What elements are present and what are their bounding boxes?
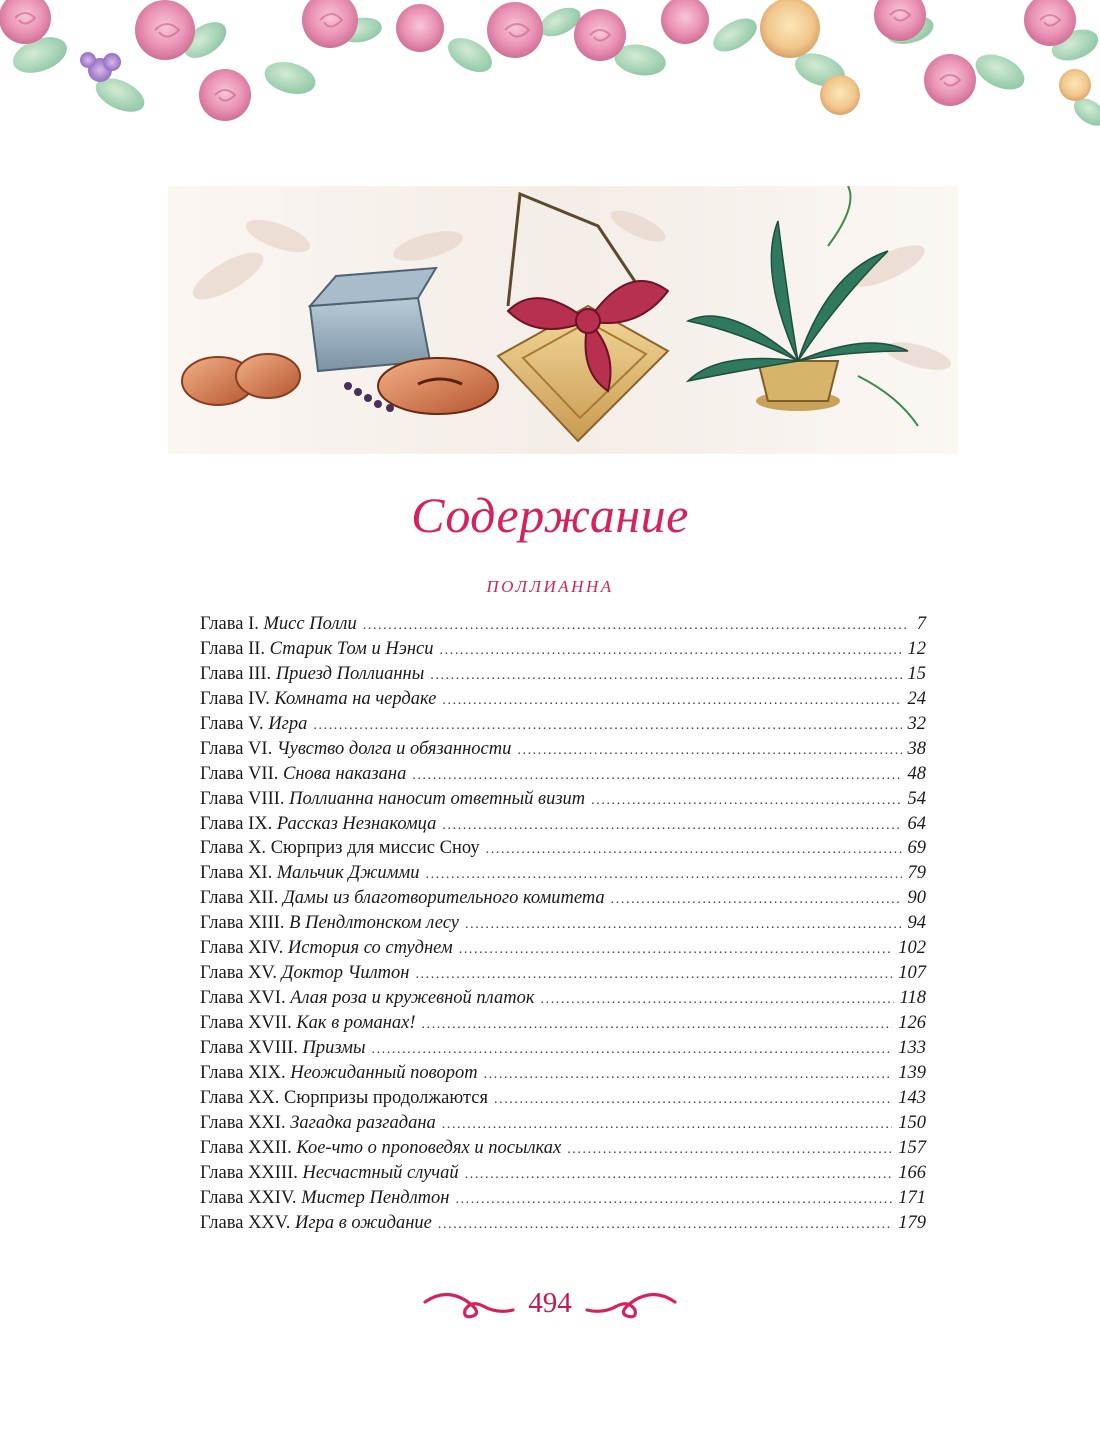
chapter-number: Глава VIII. <box>200 788 285 809</box>
chapter-page-number: 133 <box>898 1037 926 1058</box>
chapter-page-number: 126 <box>898 1013 926 1033</box>
chapter-title: Поллианна наносит ответный визит <box>289 788 586 809</box>
chapter-number: Глава XV. <box>200 963 278 984</box>
chapter-number: Глава IV. <box>200 688 270 709</box>
chapter-page-number: 7 <box>916 614 926 634</box>
chapter-title: Кое-что о проповедях и посылках <box>296 1137 562 1158</box>
toc-entry-label <box>200 1111 436 1136</box>
toc-entry-label <box>200 1211 432 1236</box>
toc-entry <box>200 961 926 986</box>
chapter-page-number: 139 <box>898 1062 926 1083</box>
toc-entry-label <box>200 687 436 712</box>
section-title: ПОЛЛИАННА <box>486 577 614 596</box>
dot-leader <box>486 838 902 863</box>
chapter-title: Несчастный случай <box>302 1162 459 1183</box>
toc-entry <box>200 1161 926 1186</box>
toc-entry <box>200 637 926 662</box>
toc-entry <box>200 762 926 787</box>
dot-leader <box>442 1113 893 1138</box>
chapter-number: Глава XXIV. <box>200 1187 297 1208</box>
dot-leader <box>442 689 901 714</box>
chapter-title: В Пендлтонском лесу <box>289 913 459 934</box>
chapter-title: Игра в ожидание <box>295 1212 432 1233</box>
table-of-contents <box>200 612 926 1235</box>
chapter-number: Глава VI. <box>200 738 273 759</box>
toc-entry <box>200 812 926 837</box>
chapter-number: Глава XXIII. <box>200 1162 298 1183</box>
toc-entry <box>200 662 926 687</box>
toc-entry <box>200 861 926 886</box>
chapter-page-number: 54 <box>907 788 926 809</box>
dot-leader <box>459 938 893 963</box>
dot-leader <box>442 814 901 839</box>
chapter-title: Призмы <box>302 1037 366 1058</box>
dot-leader <box>591 789 901 814</box>
dot-leader <box>494 1088 892 1113</box>
toc-entry-label <box>200 812 436 837</box>
chapter-title: Чувство долга и обязанности <box>276 738 512 759</box>
dot-leader <box>465 913 902 938</box>
dot-leader <box>611 888 902 913</box>
toc-entry <box>200 986 926 1011</box>
toc-entry-label <box>200 737 511 762</box>
toc-entry-label <box>200 712 307 737</box>
chapter-page-number: 79 <box>907 863 926 884</box>
chapter-number: Глава XVII. <box>200 1013 292 1033</box>
toc-entry <box>200 886 926 911</box>
toc-entry <box>200 787 926 812</box>
chapter-number: Глава XIX. <box>200 1062 286 1083</box>
chapter-page-number: 150 <box>898 1112 926 1133</box>
chapter-page-number: 107 <box>898 963 926 984</box>
toc-entry-label <box>200 1061 478 1086</box>
chapter-number: Глава III. <box>200 663 272 684</box>
chapter-title: Доктор Чилтон <box>281 963 410 984</box>
dot-leader <box>415 963 892 988</box>
chapter-number: Глава XVI. <box>200 988 286 1009</box>
toc-entry-label <box>200 1011 416 1036</box>
toc-entry-label <box>200 1036 365 1061</box>
toc-heading: Содержание <box>411 487 689 543</box>
chapter-number: Глава XIII. <box>200 913 285 934</box>
toc-entry-label <box>200 861 420 886</box>
toc-entry <box>200 612 926 637</box>
chapter-title: Рассказ Незнакомца <box>276 813 437 834</box>
chapter-title: Сюрпризы продолжаются <box>284 1087 488 1108</box>
chapter-page-number: 171 <box>898 1187 926 1208</box>
chapter-title: Приезд Поллианны <box>275 663 425 684</box>
chapter-title: Дамы из благотворительного комитета <box>283 888 605 909</box>
toc-entry-label <box>200 662 424 687</box>
dot-leader <box>313 714 901 739</box>
toc-entry <box>200 1111 926 1136</box>
dot-leader <box>465 1163 893 1188</box>
chapter-number: Глава V. <box>200 713 264 734</box>
toc-entry-label <box>200 1186 449 1211</box>
chapter-page-number: 90 <box>907 888 926 909</box>
chapter-page-number: 38 <box>907 738 926 759</box>
dot-leader <box>517 739 901 764</box>
chapter-number: Глава XXV. <box>200 1212 291 1233</box>
toc-entry-label <box>200 787 585 812</box>
toc-entry <box>200 836 926 861</box>
toc-entry-label <box>200 1086 488 1111</box>
toc-entry <box>200 1061 926 1086</box>
chapter-title: Мистер Пендлтон <box>301 1187 450 1208</box>
toc-entry <box>200 936 926 961</box>
dot-leader <box>440 639 902 664</box>
chapter-number: Глава XI. <box>200 863 273 884</box>
chapter-number: Глава XVIII. <box>200 1037 298 1058</box>
dot-leader <box>363 614 906 639</box>
toc-entry-label <box>200 886 605 911</box>
toc-entry <box>200 712 926 737</box>
chapter-page-number: 143 <box>898 1087 926 1108</box>
toc-entry <box>200 1211 926 1236</box>
toc-entry <box>200 1186 926 1211</box>
chapter-page-number: 64 <box>907 813 926 834</box>
chapter-number: Глава XII. <box>200 888 279 909</box>
chapter-page-number: 15 <box>907 663 926 684</box>
chapter-page-number: 118 <box>899 988 926 1009</box>
floral-border-illustration <box>0 0 1100 130</box>
toc-entry-label <box>200 612 357 637</box>
chapter-page-number: 32 <box>907 713 926 734</box>
toc-entry-label <box>200 911 459 936</box>
chapter-number: Глава IX. <box>200 813 273 834</box>
toc-entry-label <box>200 836 480 861</box>
dot-leader <box>426 863 902 888</box>
chapter-title: Комната на чердаке <box>274 688 437 709</box>
chapter-number: Глава VII. <box>200 763 279 784</box>
chapter-title: Как в романах! <box>296 1013 416 1033</box>
chapter-page-number: 12 <box>907 638 926 659</box>
chapter-title: Неожиданный поворот <box>290 1062 478 1083</box>
chapter-number: Глава XX. <box>200 1087 280 1108</box>
chapter-page-number: 69 <box>907 838 926 859</box>
chapter-page-number: 48 <box>907 763 926 784</box>
dot-leader <box>541 988 894 1013</box>
chapter-title: Мальчик Джимми <box>276 863 420 884</box>
chapter-page-number: 166 <box>898 1162 926 1183</box>
dot-leader <box>430 664 901 689</box>
chapter-page-number: 94 <box>907 913 926 934</box>
toc-entry <box>200 911 926 936</box>
chapter-title: Снова наказана <box>283 763 407 784</box>
still-life-illustration <box>168 186 958 454</box>
toc-entry-label <box>200 986 535 1011</box>
chapter-number: Глава XXI. <box>200 1112 286 1133</box>
chapter-page-number: 157 <box>898 1137 926 1158</box>
chapter-number: Глава X. <box>200 838 267 859</box>
chapter-title: Мисс Полли <box>263 614 357 634</box>
toc-entry-label <box>200 637 434 662</box>
toc-entry-label <box>200 936 453 961</box>
toc-entry-label <box>200 1136 561 1161</box>
toc-entry-label <box>200 1161 459 1186</box>
chapter-page-number: 24 <box>907 688 926 709</box>
dot-leader <box>438 1213 892 1238</box>
toc-entry <box>200 1136 926 1161</box>
toc-entry-label <box>200 961 409 986</box>
dot-leader <box>567 1138 892 1163</box>
chapter-number: Глава II. <box>200 638 266 659</box>
toc-entry <box>200 1011 926 1036</box>
dot-leader <box>371 1038 892 1063</box>
dot-leader <box>484 1063 893 1088</box>
toc-entry-label <box>200 762 406 787</box>
dot-leader <box>422 1013 893 1038</box>
toc-entry <box>200 1036 926 1061</box>
dot-leader <box>412 764 901 789</box>
chapter-title: Сюрприз для миссис Сноу <box>270 838 480 859</box>
chapter-title: Старик Том и Нэнси <box>269 638 434 659</box>
page-number: 494 <box>528 1287 572 1319</box>
chapter-page-number: 179 <box>898 1212 926 1233</box>
chapter-title: Алая роза и кружевной платок <box>290 988 535 1009</box>
toc-entry <box>200 737 926 762</box>
chapter-title: Игра <box>268 713 308 734</box>
dot-leader <box>455 1188 892 1213</box>
chapter-number: Глава XXII. <box>200 1137 292 1158</box>
toc-entry <box>200 687 926 712</box>
chapter-number: Глава I. <box>200 614 259 634</box>
chapter-title: История со студнем <box>287 938 453 959</box>
chapter-title: Загадка разгадана <box>290 1112 436 1133</box>
chapter-page-number: 102 <box>898 938 926 959</box>
toc-entry <box>200 1086 926 1111</box>
chapter-number: Глава XIV. <box>200 938 284 959</box>
